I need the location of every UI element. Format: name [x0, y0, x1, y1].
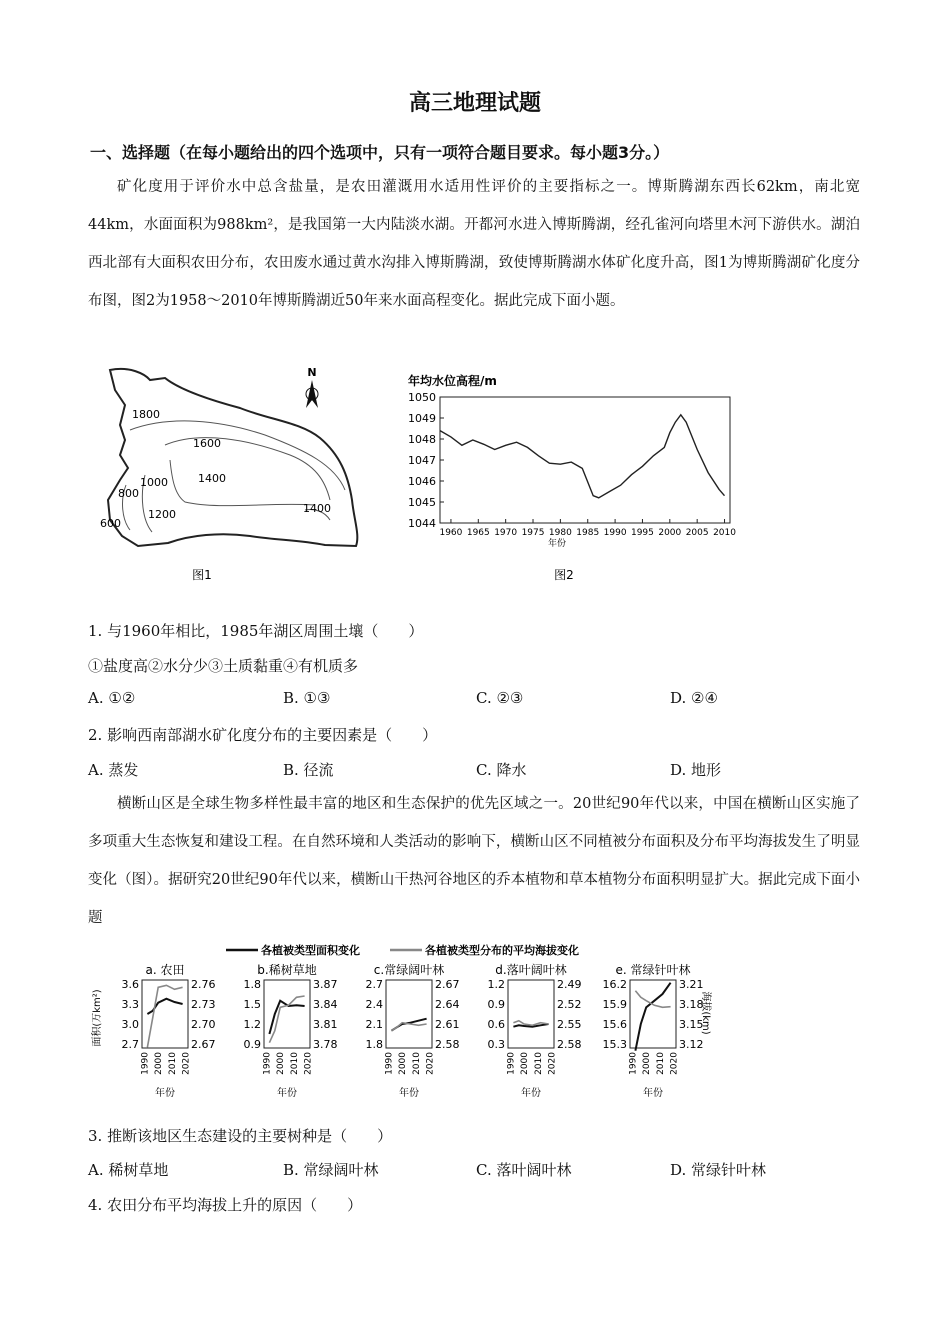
panel-right-tick-label: 2.58: [435, 1038, 460, 1051]
contour-label: 1600: [193, 437, 221, 450]
panel-right-tick-label: 2.52: [557, 998, 582, 1011]
panel-title: d.落叶阔叶林: [495, 963, 567, 977]
panel-x-tick-label: 2010: [167, 1052, 178, 1075]
contour-label: 600: [100, 517, 121, 530]
panel-altitude-line: [391, 1023, 426, 1031]
panel-left-tick-label: 2.1: [365, 1018, 383, 1031]
panel-x-axis-label: 年份: [155, 1088, 175, 1099]
panel-right-tick-label: 3.84: [313, 998, 338, 1011]
panel-right-tick-label: 2.67: [435, 978, 460, 991]
q3-option-c[interactable]: C. 落叶阔叶林: [476, 1161, 572, 1179]
panel-left-tick-label: 1.2: [243, 1018, 261, 1031]
question-1-items: ①盐度高②水分少③土质黏重④有机质多: [88, 657, 359, 675]
panel-right-tick-label: 2.55: [557, 1018, 582, 1031]
fig2-water-level-line: [440, 415, 725, 498]
q2-option-b[interactable]: B. 径流: [283, 761, 334, 779]
panel-right-tick-label: 2.58: [557, 1038, 582, 1051]
q2-option-a[interactable]: A. 蒸发: [88, 761, 139, 779]
contour-label: 1200: [148, 508, 176, 521]
contour-label: 800: [118, 487, 139, 500]
panel-right-tick-label: 2.61: [435, 1018, 460, 1031]
panel-x-tick-label: 2020: [425, 1052, 436, 1075]
panel-left-tick-label: 2.4: [365, 998, 383, 1011]
fig2-x-tick-label: 1990: [603, 528, 627, 538]
svg-text:N: N: [307, 366, 317, 379]
fig2-x-tick-label: 2010: [713, 528, 736, 538]
panel-x-tick-label: 1990: [506, 1052, 517, 1075]
panel-x-tick-label: 2020: [669, 1052, 680, 1075]
q3-option-b[interactable]: B. 常绿阔叶林: [283, 1161, 379, 1179]
contour-label: 1000: [140, 476, 168, 489]
panel-frame: [508, 980, 554, 1048]
fig2-x-tick-label: 1970: [494, 528, 518, 538]
section-heading: 一、选择题（在每小题给出的四个选项中，只有一项符合题目要求。每小题3分。）: [90, 143, 670, 162]
panel-altitude-line: [269, 996, 304, 1043]
contour-line-3: [170, 460, 315, 506]
panel-left-tick-label: 15.6: [602, 1018, 627, 1031]
fig2-x-tick-label: 2005: [685, 528, 709, 538]
panel-x-tick-label: 1990: [140, 1052, 151, 1075]
panel-x-tick-label: 2020: [181, 1052, 192, 1075]
figure-3-vegetation-charts: [88, 938, 718, 1103]
passage-1: 矿化度用于评价水中总含盐量，是农田灌溉用水适用性评价的主要指标之一。博斯腾湖东西长62km，南北宽44km，水面面积为988km²，是我国第一大内陆淡水湖。开都河水进入博斯腾湖，经孔雀河向塔里木河下游供水。湖泊西北部有大面积农田分布，农田废水通过黄水沟排入博斯腾湖，致使博斯腾湖水体矿化度升高，图1为博斯腾湖矿化度分布图，图2为1958～2010年博斯腾湖近50年来水面高程变化。据此完成下面小题。: [88, 179, 860, 309]
q1-option-a[interactable]: A. ①②: [88, 689, 136, 707]
panel-right-tick-label: 2.70: [191, 1018, 216, 1031]
fig2-x-axis-label: 年份: [547, 539, 567, 549]
panel-left-tick-label: 0.3: [487, 1038, 505, 1051]
contour-line-2: [165, 438, 330, 500]
fig2-y-tick-label: 1048: [408, 433, 436, 446]
panel-right-tick-label: 2.64: [435, 998, 460, 1011]
q3-option-d[interactable]: D. 常绿针叶林: [670, 1161, 767, 1179]
q2-option-d[interactable]: D. 地形: [670, 761, 722, 779]
question-4-stem: 4. 农田分布平均海拔上升的原因（ ）: [88, 1196, 363, 1214]
panel-right-tick-label: 3.81: [313, 1018, 338, 1031]
panel-x-axis-label: 年份: [643, 1088, 663, 1099]
fig2-x-tick-label: 2000: [658, 528, 682, 538]
panel-left-tick-label: 16.2: [602, 978, 627, 991]
fig2-x-tick-label: 1965: [466, 528, 490, 538]
fig2-plot-frame: [440, 397, 730, 523]
panel-right-tick-label: 3.18: [679, 998, 704, 1011]
panel-right-tick-label: 3.15: [679, 1018, 704, 1031]
contour-label: 1800: [132, 408, 160, 421]
panel-altitude-line: [635, 991, 670, 1008]
fig2-y-tick-label: 1050: [408, 391, 436, 404]
fig2-y-axis-label: 年均水位高程/m: [408, 374, 497, 388]
figure-2-chart: [400, 365, 745, 590]
panel-x-tick-label: 1990: [628, 1052, 639, 1075]
panel-x-tick-label: 2000: [276, 1052, 287, 1075]
panel-right-tick-label: 2.49: [557, 978, 582, 991]
panel-x-tick-label: 1990: [262, 1052, 273, 1075]
panel-x-tick-label: 2000: [642, 1052, 653, 1075]
panel-right-tick-label: 3.21: [679, 978, 704, 991]
q3-option-a[interactable]: A. 稀树草地: [88, 1161, 169, 1179]
panel-left-tick-label: 1.8: [365, 1038, 383, 1051]
panel-x-tick-label: 1990: [384, 1052, 395, 1075]
right-axis-label: 海拔(km): [700, 991, 711, 1035]
fig2-y-tick-label: 1046: [408, 475, 436, 488]
panel-x-tick-label: 2010: [655, 1052, 666, 1075]
figure-2-caption: 图2: [554, 568, 574, 582]
panel-left-tick-label: 15.3: [602, 1038, 627, 1051]
panel-left-tick-label: 1.5: [243, 998, 261, 1011]
panel-x-tick-label: 2020: [303, 1052, 314, 1075]
panel-left-tick-label: 15.9: [602, 998, 627, 1011]
panel-altitude-line: [147, 985, 182, 1047]
question-1-stem: 1. 与1960年相比，1985年湖区周围土壤（ ）: [88, 622, 424, 640]
q1-option-d[interactable]: D. ②④: [670, 689, 718, 707]
panel-x-tick-label: 2000: [398, 1052, 409, 1075]
panel-left-tick-label: 1.8: [243, 978, 261, 991]
panel-left-tick-label: 0.6: [487, 1018, 505, 1031]
contour-label: 1400: [198, 472, 226, 485]
panel-right-tick-label: 2.73: [191, 998, 216, 1011]
panel-x-tick-label: 2010: [411, 1052, 422, 1075]
fig2-x-tick-label: 1995: [630, 528, 654, 538]
fig2-y-tick-label: 1047: [408, 454, 436, 467]
fig2-x-tick-label: 1975: [521, 528, 545, 538]
fig2-y-tick-label: 1044: [408, 517, 436, 530]
panel-x-axis-label: 年份: [521, 1088, 541, 1099]
panel-frame: [386, 980, 432, 1048]
panel-title: b.稀树草地: [257, 963, 317, 977]
q1-option-c[interactable]: C. ②③: [476, 689, 524, 707]
panel-x-tick-label: 2000: [154, 1052, 165, 1075]
panel-right-tick-label: 3.78: [313, 1038, 338, 1051]
panel-x-tick-label: 2020: [547, 1052, 558, 1075]
panel-title: c.常绿阔叶林: [373, 963, 445, 977]
panel-left-tick-label: 3.6: [121, 978, 139, 991]
left-axis-label: 面积(万km²): [92, 989, 103, 1047]
passage-2: 横断山区是全球生物多样性最丰富的地区和生态保护的优先区域之一。20世纪90年代以来，中国在横断山区实施了多项重大生态恢复和建设工程。在自然环境和人类活动的影响下，横断山区不同植被分布面积及分布平均海拔发生了明显变化（图）。据研究20世纪90年代以来，横断山干热河谷地区的乔本植物和草本植物分布面积明显扩大。据此完成下面小题: [88, 796, 860, 926]
panel-left-tick-label: 0.9: [243, 1038, 261, 1051]
q1-option-b[interactable]: B. ①③: [283, 689, 331, 707]
fig2-x-tick-label: 1985: [576, 528, 600, 538]
fig2-y-tick-label: 1045: [408, 496, 436, 509]
page-title: 高三地理试题: [408, 91, 541, 116]
panel-area-line: [635, 983, 670, 1051]
panel-area-line: [147, 999, 182, 1014]
panel-frame: [630, 980, 676, 1048]
panel-left-tick-label: 2.7: [121, 1038, 139, 1051]
panel-left-tick-label: 0.9: [487, 998, 505, 1011]
question-3-stem: 3. 推断该地区生态建设的主要树种是（ ）: [88, 1127, 393, 1145]
panel-right-tick-label: 3.12: [679, 1038, 704, 1051]
panel-x-tick-label: 2000: [520, 1052, 531, 1075]
figure-1-map: [90, 360, 380, 590]
panel-title: e. 常绿针叶林: [615, 963, 691, 977]
question-2-stem: 2. 影响西南部湖水矿化度分布的主要因素是（ ）: [88, 726, 438, 744]
fig2-y-tick-label: 1049: [408, 412, 436, 425]
panel-left-tick-label: 3.0: [121, 1018, 139, 1031]
panel-right-tick-label: 2.67: [191, 1038, 216, 1051]
q2-option-c[interactable]: C. 降水: [476, 761, 527, 779]
panel-right-tick-label: 3.87: [313, 978, 338, 991]
panel-left-tick-label: 2.7: [365, 978, 383, 991]
panel-title: a. 农田: [145, 963, 185, 977]
panel-x-tick-label: 2010: [289, 1052, 300, 1075]
panel-right-tick-label: 2.76: [191, 978, 216, 991]
figure-1-caption: 图1: [192, 568, 212, 582]
panel-left-tick-label: 3.3: [121, 998, 139, 1011]
north-arrow-icon: [306, 366, 318, 408]
legend-area-label: 各植被类型面积变化: [261, 944, 360, 957]
panel-left-tick-label: 1.2: [487, 978, 505, 991]
panel-x-tick-label: 2010: [533, 1052, 544, 1075]
panel-x-axis-label: 年份: [399, 1088, 419, 1099]
fig2-x-tick-label: 1960: [439, 528, 463, 538]
fig2-x-tick-label: 1980: [548, 528, 572, 538]
contour-label: 1400: [303, 502, 331, 515]
panel-x-axis-label: 年份: [277, 1088, 297, 1099]
legend-altitude-label: 各植被类型分布的平均海拔变化: [425, 944, 579, 957]
